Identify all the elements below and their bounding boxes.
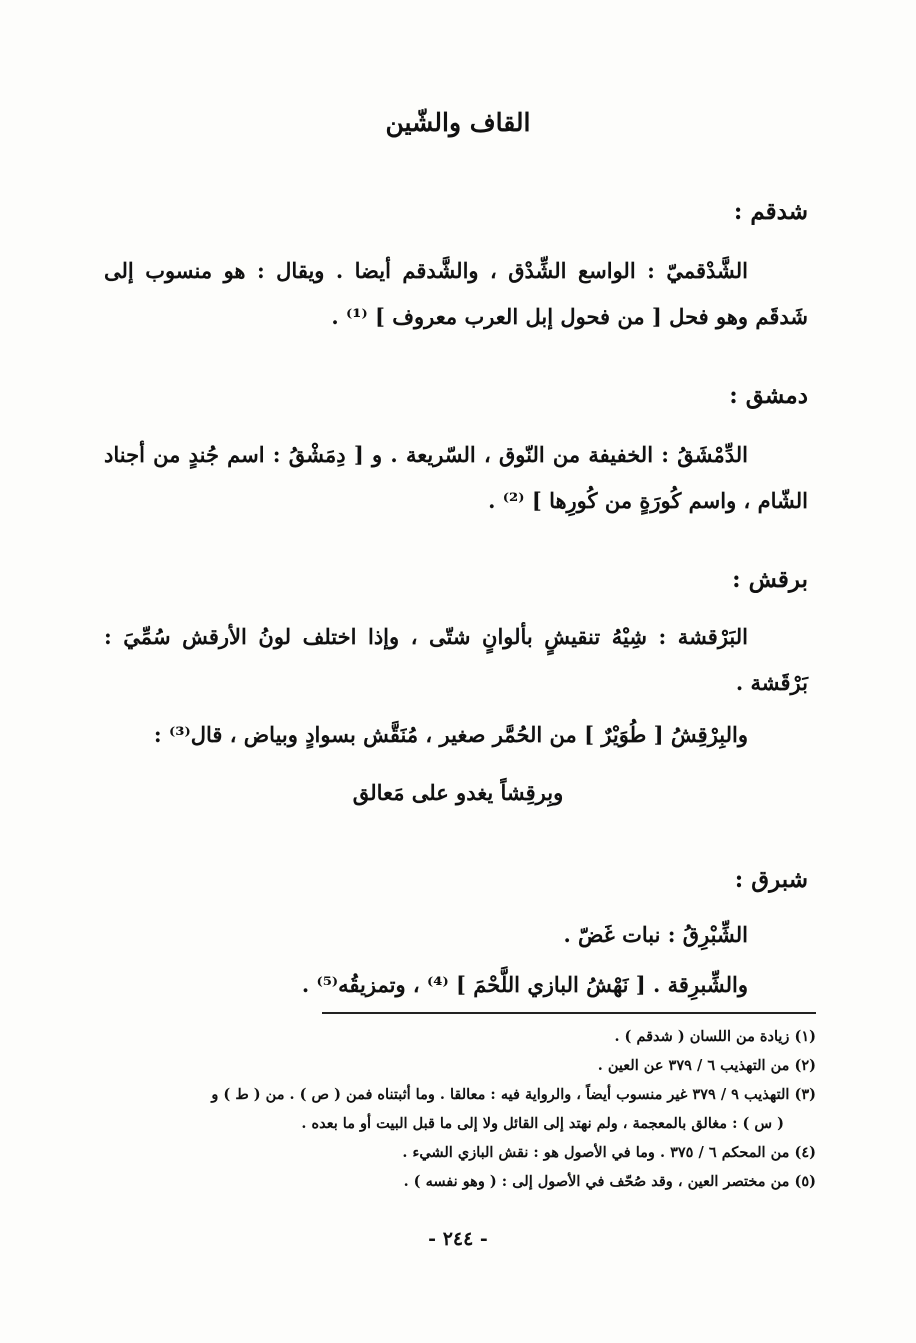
entry-heading-shdqm: شدقم :	[733, 198, 808, 225]
entry-paragraph: الشِّبْرِقُ : نبات غَضّ .	[563, 922, 748, 947]
entry-paragraph: البَرْقشة : شِيْهُ تنقيشٍ بألوانٍ شتّى ، وإذا اختلف لونُ الأرقش سُمِّيَ : بَرْقَشة .	[104, 624, 808, 695]
entry-heading-shbrq: شبرق :	[734, 866, 808, 893]
entry-paragraph: والبِرْقِشُ [ طُوَيْرٌ ] من الحُمَّر صغير ، مُنَقَّش بسوادٍ وبياض ، قال⁽³⁾ :	[153, 722, 748, 747]
entry-paragraph: الشَّدْقميّ : الواسع الشِّدْق ، والشَّدقم أيضا . ويقال : هو منسوب إلى شَدقَم وهو فحل [ من فحول إبل العرب معروف ] ⁽¹⁾ .	[104, 258, 808, 329]
poetry-verse: وبِرقِشاً يغدو على مَعالق	[352, 780, 564, 805]
entry-heading-dmshq: دمشق :	[729, 382, 808, 409]
footnote-divider	[322, 1012, 816, 1014]
footnote-2: (٢) من التهذيب ٦ / ٣٧٩ عن العين .	[597, 1057, 816, 1074]
footnote-4: (٤) من المحكم ٦ / ٣٧٥ . وما في الأصول هو : نقش البازي الشيء .	[402, 1144, 816, 1161]
page-number: - ٢٤٤ -	[428, 1228, 488, 1250]
page-title: القاف والشّين	[385, 108, 531, 137]
footnote-5: (٥) من مختصر العين ، وقد صُحّف في الأصول إلى : ( وهو نفسه ) .	[403, 1173, 816, 1190]
footnote-3: (٣) التهذيب ٩ / ٣٧٩ غير منسوب أيضاً ، والرواية فيه : معالقا . وما أثبتناه فمن ( ص ) . من ( ط ) و	[211, 1086, 816, 1103]
footnote-1: (١) زيادة من اللسان ( شدقم ) .	[614, 1028, 816, 1045]
entry-paragraph: والشِّبرِقة . [ نَهْشُ البازي اللَّحْمَ ] ⁽⁴⁾ ، وتمزيقُه⁽⁵⁾ .	[301, 972, 748, 997]
entry-paragraph: الدِّمْشَقُ : الخفيفة من النّوق ، السّريعة . و [ دِمَشْقُ : اسم جُندٍ من أجناد الشّام ، واسم كُورَةٍ من كُورِها ] ⁽²⁾ .	[104, 442, 808, 513]
footnote-3-continued: ( س ) : مغالق بالمعجمة ، ولم نهتد إلى القائل ولا إلى ما قبل البيت أو ما بعده .	[301, 1115, 784, 1132]
footnotes	[104, 1022, 816, 1196]
entry-heading-brqsh: برقش :	[732, 566, 808, 593]
